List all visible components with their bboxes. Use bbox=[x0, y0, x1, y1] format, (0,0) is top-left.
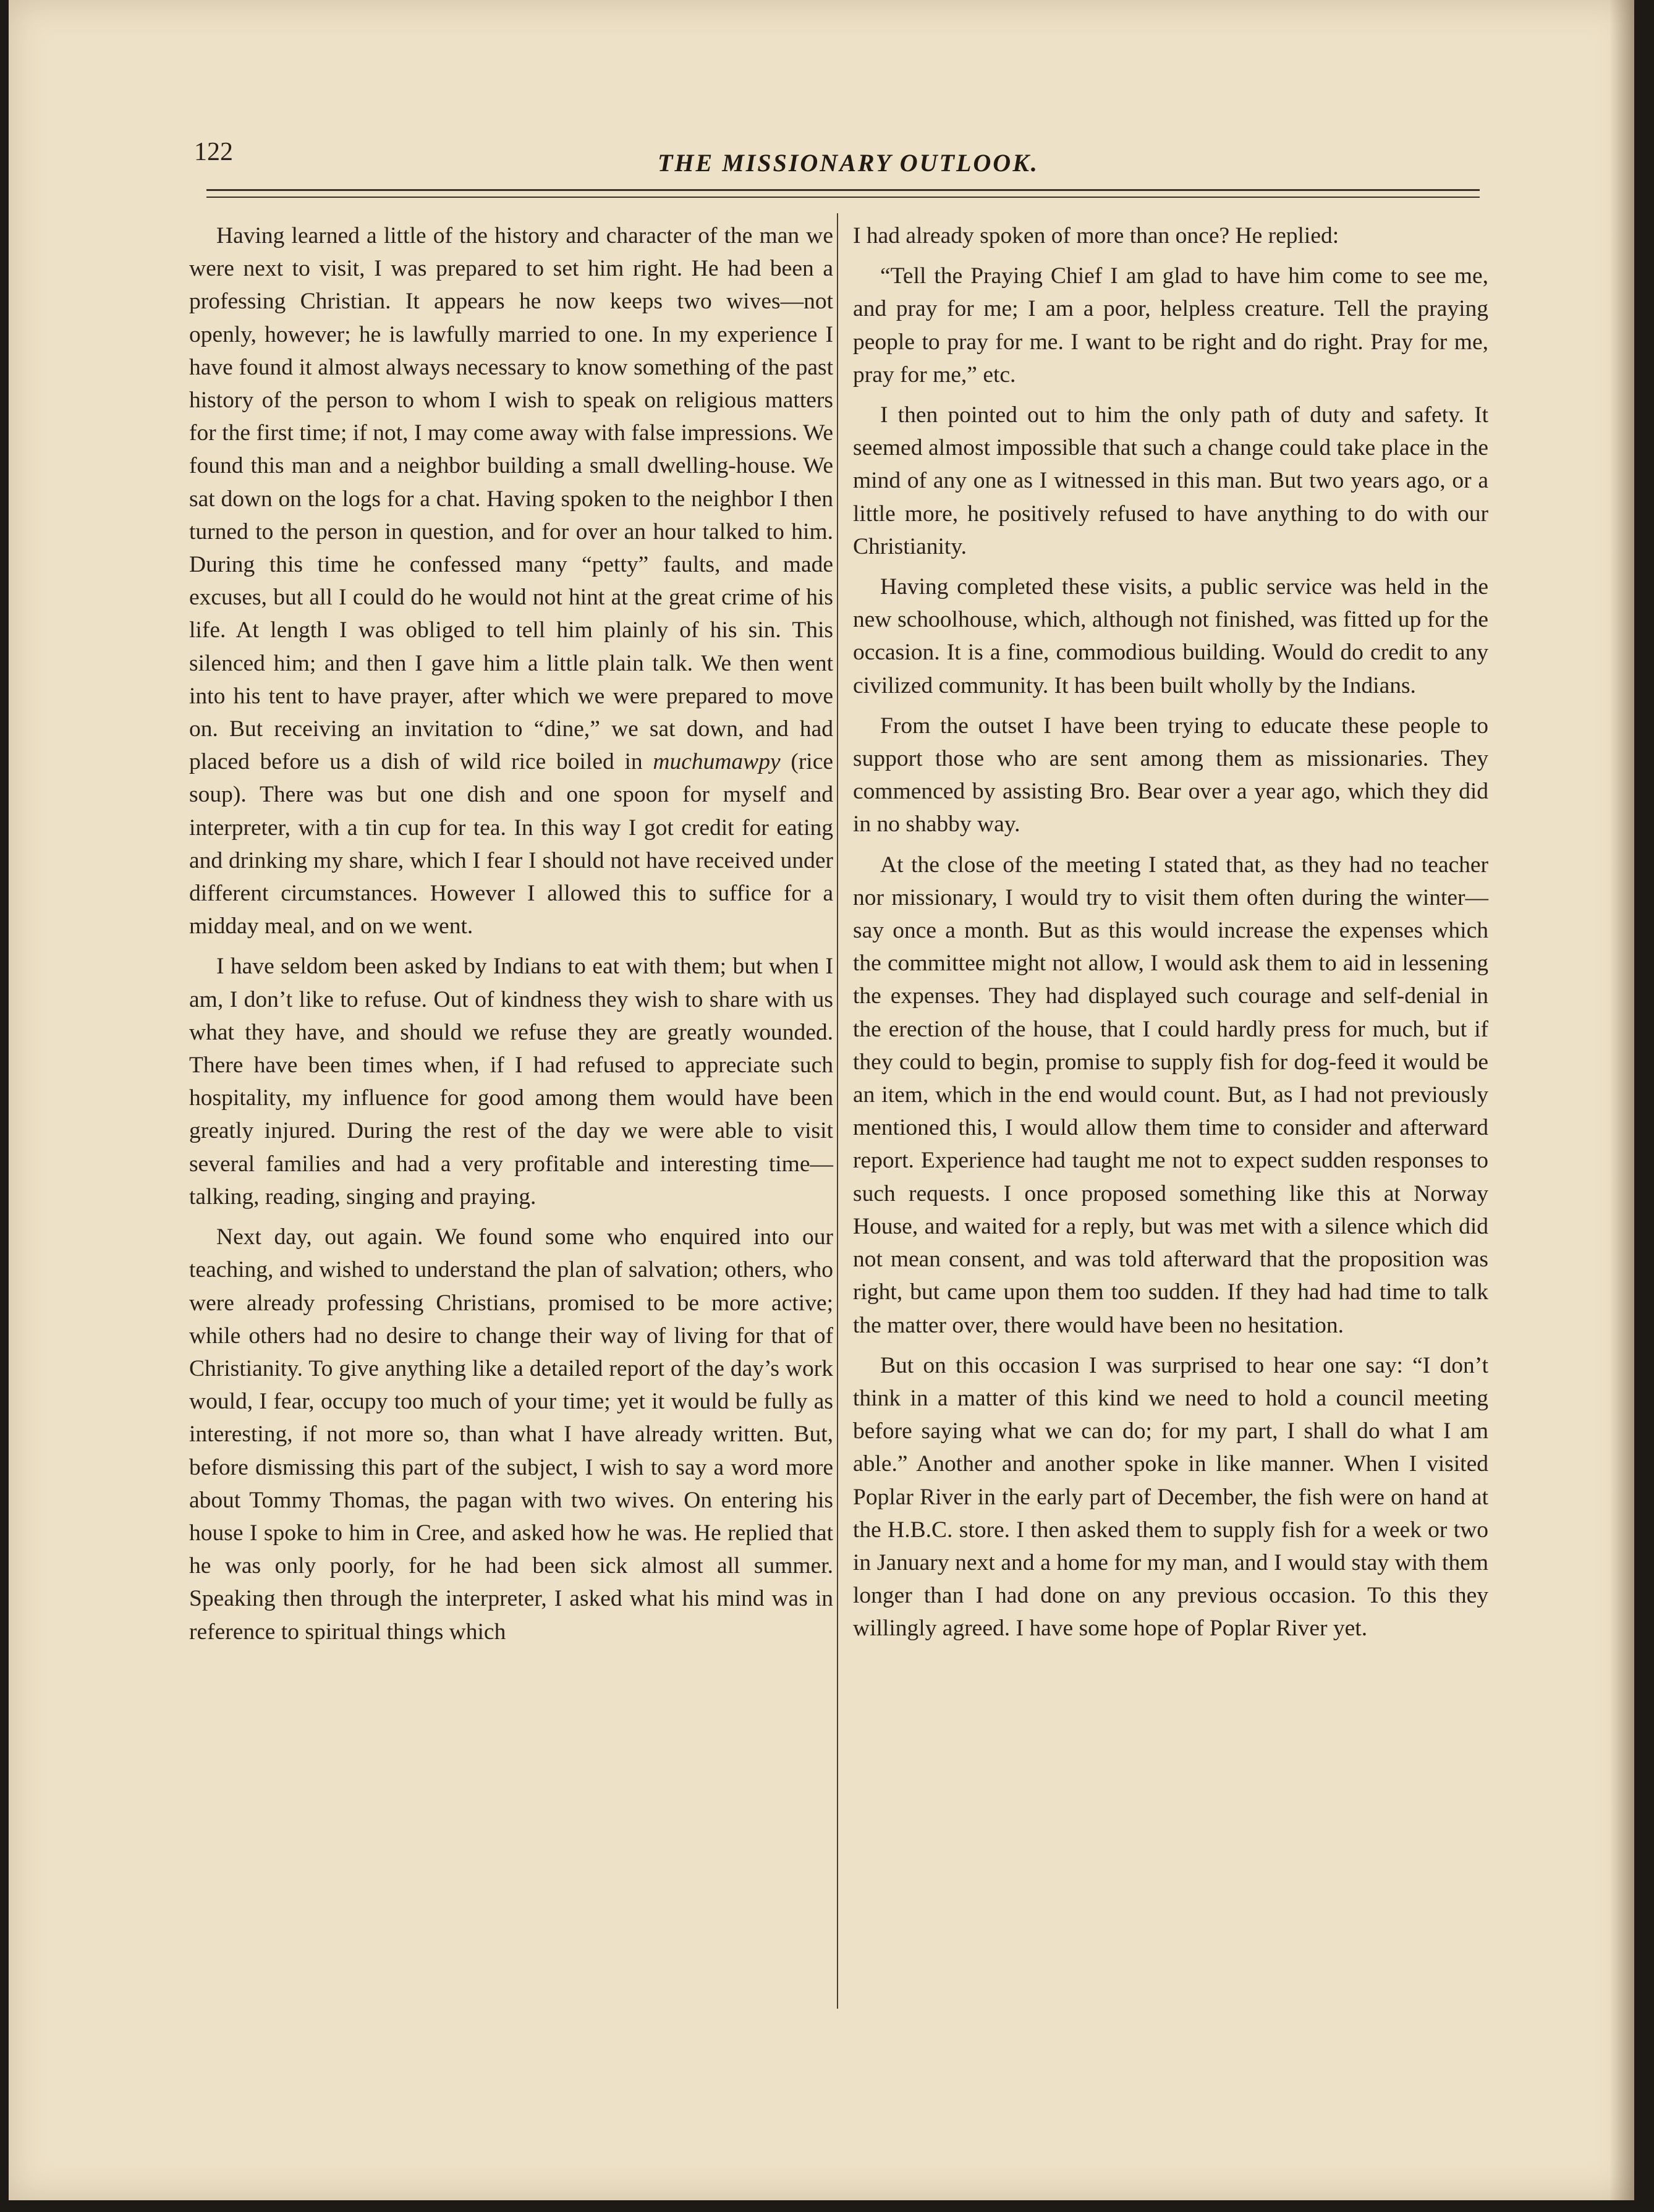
header-rule-thick bbox=[206, 189, 1480, 191]
paragraph: Having completed these visits, a public service was held in the new schoolhouse, which, although not finished, was fitted up for the occasion. It is a fine, commodious building. Would do credit to any civilized community. It has been built wholly by the Indians. bbox=[853, 574, 1488, 698]
column-divider bbox=[837, 213, 838, 2009]
paragraph: At the close of the meeting I stated that, as they had no teacher nor missionary, I would try to visit them often during the winter—say once a month. But as this would increase the expenses which the committee might not allow, I would ask them to aid in lessening the expenses. They had displayed such courage and self-denial in the erection of the house, that I could hardly press for much, but if they could to begin, promise to supply fish for dog-feed it would be an item, which in the end would count. But, as I had not previously mentioned this, I would allow them time to consider and afterward report. Experience had taught me not to expect sudden responses to such requests. I once proposed something like this at Norway House, and waited for a reply, but was met with a silence which did not mean consent, and was told afterward that the proposition was right, but came upon them too sudden. If they had had time to talk the matter over, there would have been no hesitation. bbox=[853, 852, 1488, 1338]
paragraph bbox=[189, 219, 833, 943]
page-edge-shadow bbox=[1609, 0, 1634, 2200]
magazine-page bbox=[9, 0, 1634, 2200]
paragraph: I had already spoken of more than once? He replied: bbox=[853, 223, 1339, 248]
header-rule-thin bbox=[206, 197, 1480, 198]
paragraph-text: Having learned a little of the history and character of the man we were next to visit, I was prepared to set him right. He had been a professing Christian. It appears he now keeps two wives—not openly, however; he is lawfully married to one. In my experience I have found it almost always necessary to know something of the past history of the person to whom I wish to speak on religious matters for the first time; if not, I may come away with false impressions. We found this man and a neighbor building a small dwelling-house. We sat down on the logs for a chat. Having spoken to the neighbor I then turned to the person in question, and for over an hour talked to him. During this time he confessed many “petty” faults, and made excuses, but all I could do he would not hint at the great crime of his life. At length I was obliged to tell him plainly of his sin. This silenced him; and then I gave him a little plain talk. We then went into his tent to have prayer, after which we were prepared to move on. But receiving an invitation to “dine,” we sat down, and had placed before us a dish of wild rice boiled in bbox=[189, 223, 833, 775]
paragraph: I then pointed out to him the only path of duty and safety. It seemed almost impossible that such a change could take place in the mind of any one as I witnessed in this man. But two years ago, or a little more, he positively refused to have anything to do with our Christianity. bbox=[853, 402, 1488, 559]
paragraph: Next day, out again. We found some who enquired into our teaching, and wished to understand the plan of salvation; others, who were already professing Christians, promised to be more active; while others had no desire to change their way of living for that of Christianity. To give anything like a detailed report of the day’s work would, I fear, occupy too much of your time; yet it would be fully as interesting, if not more so, than what I have already written. But, before dismissing this part of the subject, I wish to say a word more about Tommy Thomas, the pagan with two wives. On entering his house I spoke to him in Cree, and asked how he was. He replied that he was only poorly, for he had been sick almost all summer. Speaking then through the interpreter, I asked what his mind was in reference to spiritual things which bbox=[189, 1224, 833, 1645]
left-column bbox=[189, 219, 833, 1648]
paragraph: “Tell the Praying Chief I am glad to have him come to see me, and pray for me; I am a poor, helpless creature. Tell the praying people to pray for me. I want to be right and do right. Pray for me, pray for me,” etc. bbox=[853, 263, 1488, 388]
cree-term: muchumawpy bbox=[653, 749, 781, 775]
right-column bbox=[853, 219, 1488, 1645]
paragraph: From the outset I have been trying to educate these people to support those who are sent among them as missionaries. They commenced by assisting Bro. Bear over a year ago, which they did in no shabby way. bbox=[853, 713, 1488, 837]
running-head: THE MISSIONARY OUTLOOK. bbox=[658, 149, 1039, 177]
paragraph-text: (rice soup). There was but one dish and one spoon for myself and interpreter, with a tin cup for tea. In this way I got credit for eating and drinking my share, which I fear I should not have received under different circumstances. However I allowed this to suffice for a midday meal, and on we went. bbox=[189, 749, 834, 939]
page-number: 122 bbox=[194, 138, 233, 166]
paragraph: I have seldom been asked by Indians to eat with them; but when I am, I don’t like to refuse. Out of kindness they wish to share with us what they have, and should we refuse they are greatly wounded. There have been times when, if I had refused to appreciate such hospitality, my influence for good among them would have been greatly injured. During the rest of the day we were able to visit several families and had a very profitable and interesting time—talking, reading, singing and praying. bbox=[189, 954, 833, 1210]
paragraph: But on this occasion I was surprised to hear one say: “I don’t think in a matter of this kind we need to hold a council meeting before saying what we can do; for my part, I shall do what I am able.” Another and another spoke in like manner. When I visited Poplar River in the early part of December, the fish were on hand at the H.B.C. store. I then asked them to supply fish for a week or two in January next and a home for my man, and I would stay with them longer than I had done on any previous occasion. To this they willingly agreed. I have some hope of Poplar River yet. bbox=[853, 1352, 1488, 1642]
